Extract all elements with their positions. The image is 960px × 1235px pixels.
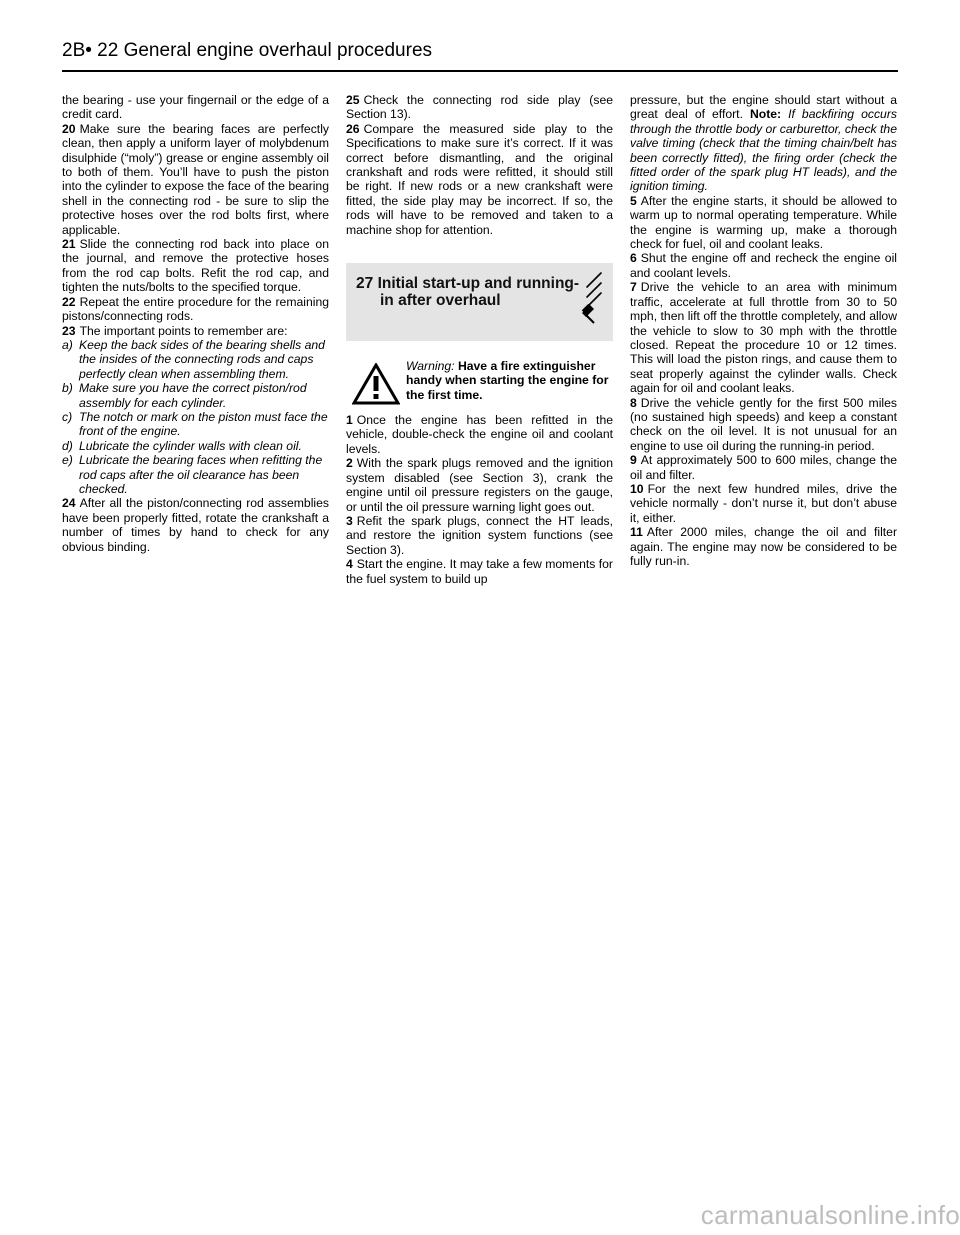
note-label: Note: <box>749 107 782 122</box>
section-number: 27 <box>356 275 374 293</box>
list-item-e: e) Lubricate the bearing faces when refitting the rod caps after the oil clearance has been checked. <box>62 453 323 496</box>
step-25: 25 Check the connecting rod side play (see Section 13). <box>346 93 613 122</box>
column-1 <box>62 93 329 554</box>
step-26: 26 Compare the measured side play to the Specifications to make sure it’s correct. If it was correct before dismantling, and the original crankshaft and rods were refitted, it should still be right. If new rods or a new crankshaft were fitted, the side play may be incorrect. If so, the rods will have to be removed and taken to a machine shop for attention. <box>346 121 613 237</box>
section-heading <box>346 263 613 341</box>
step-10: 10 For the next few hundred miles, drive the vehicle normally - don’t nurse it, but don’t abuse it, either. <box>630 481 897 525</box>
step-4: 4 Start the engine. It may take a few moments for the fuel system to build up <box>346 557 613 586</box>
continuation-text: the bearing - use your fingernail or the edge of a credit card. <box>62 93 329 122</box>
note-text: If backfiring occurs through the throttle body or carburettor, check the valve timing (check that the timing chain/belt has been correctly fitted), the firing order (check the fitted order of the spark plug HT leads), and the ignition timing. <box>630 107 897 194</box>
column-3 <box>630 93 897 568</box>
step-5: 5 After the engine starts, it should be allowed to warm up to normal operating temperature. While the engine is warming up, make a thorough check for fuel, oil and coolant leaks. <box>630 193 897 252</box>
warning-triangle-icon <box>352 363 400 405</box>
step-9: 9 At approximately 500 to 600 miles, change the oil and filter. <box>630 453 897 482</box>
difficulty-wrench-icon <box>579 269 605 325</box>
warning-text: Warning: Have a fire extinguisher handy when starting the engine for the first time. <box>406 359 609 402</box>
step-6: 6 Shut the engine off and recheck the engine oil and coolant levels. <box>630 251 897 280</box>
step-24: 24 After all the piston/connecting rod assemblies have been properly fitted, rotate the crankshaft a number of times by hand to check for any obvious binding. <box>62 496 329 554</box>
step-3: 3 Refit the spark plugs, connect the HT leads, and restore the ignition system functions (see Section 3). <box>346 513 613 557</box>
step-23: 23 The important points to remember are: <box>62 323 288 338</box>
section-title-line-1: Initial start-up and running- <box>377 275 580 293</box>
list-item-c: c) The notch or mark on the piston must face the front of the engine. <box>62 409 328 439</box>
warning-box <box>346 359 613 405</box>
step-2: 2 With the spark plugs removed and the ignition system disabled (see Section 3), crank the engine until oil pressure registers on the gauge, or until the oil pressure warning light goes out. <box>346 456 613 514</box>
step-22: 22 Repeat the entire procedure for the remaining pistons/connecting rods. <box>62 294 329 324</box>
column-2 <box>346 93 613 586</box>
step-8: 8 Drive the vehicle gently for the first 500 miles (no sustained high speeds) and keep a constant check on the oil level. It is not unusual for an engine to use oil during the running-in period. <box>630 395 897 453</box>
section-title-line-2: in after overhaul <box>380 292 501 310</box>
step-20: 20 Make sure the bearing faces are perfectly clean, then apply a uniform layer of molybdenum disulphide (“moly”) grease or engine assembly oil to both of them. You’ll have to push the piston into the cylinder to expose the face of the bearing shell in the connecting rod - be sure to slip the protective hoses over the rod bolts first, where applicable. <box>62 121 329 237</box>
step-11: 11 After 2000 miles, change the oil and filter again. The engine may now be considered to be fully run-in. <box>630 525 897 568</box>
step-21: 21 Slide the connecting rod back into place on the journal, and remove the protective hoses from the rod cap bolts. Refit the rod cap, and tighten the nuts/bolts to the specified torque. <box>62 237 329 295</box>
step-7: 7 Drive the vehicle to an area with minimum traffic, accelerate at full throttle from 30 to 50 mph, then lift off the throttle completely, and allow the vehicle to slow to 30 mph with the throttle closed. Repeat the procedure 10 or 12 times. This will load the piston rings, and cause them to seat properly against the cylinder walls. Check again for oil and coolant leaks. <box>630 280 897 396</box>
section-title <box>356 275 603 309</box>
list-item-a: a) Keep the back sides of the bearing shells and the insides of the connecting rods and caps perfectly clean when assembling them. <box>62 337 325 381</box>
list-item-b: b) Make sure you have the correct piston/rod assembly for each cylinder. <box>62 381 307 410</box>
page-header: 2B• 22 General engine overhaul procedures <box>62 40 433 61</box>
header-rule <box>62 70 898 72</box>
step-4-continued: pressure, but the engine should start without a great deal of effort. Note: If backfiring occurs through the throttle body or carburettor, check the valve timing (check that the timing chain/belt has been correctly fitted), the firing order (check the fitted order of the spark plug HT leads), and the ignition timing. <box>630 93 897 194</box>
list-item-d: d) Lubricate the cylinder walls with clean oil. <box>62 438 302 453</box>
step-1: 1 Once the engine has been refitted in the vehicle, double-check the engine oil and coolant levels. <box>346 413 613 456</box>
watermark: carmanualsonline.info <box>700 1200 960 1230</box>
